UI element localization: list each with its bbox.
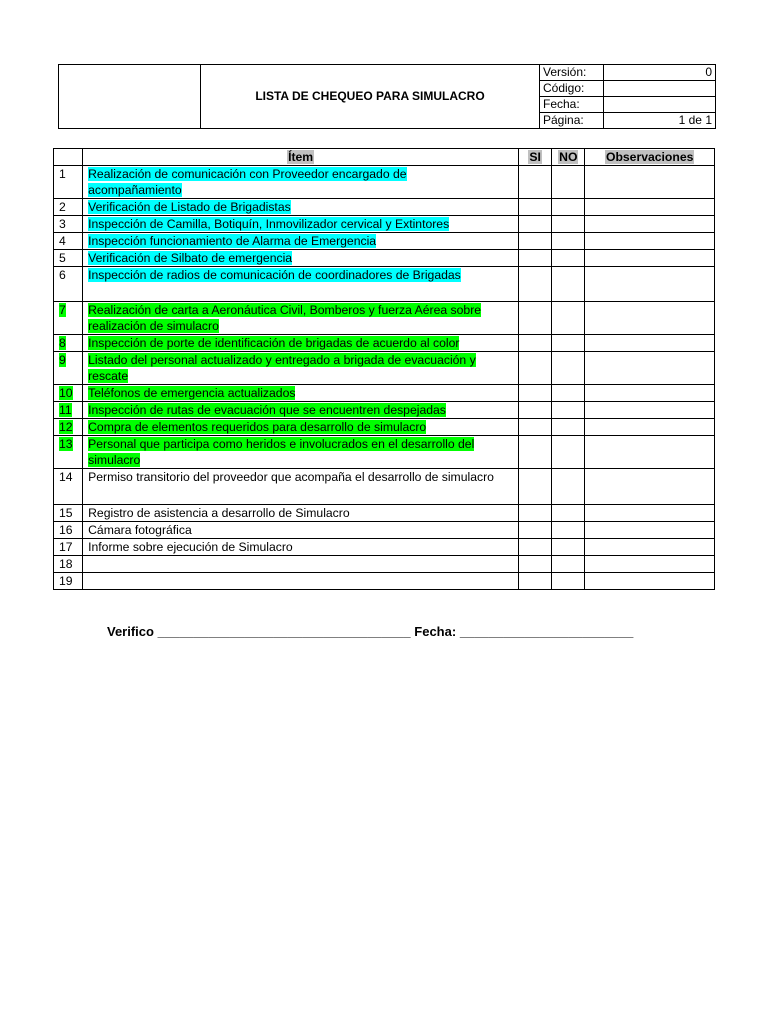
row-item	[83, 385, 519, 402]
si-checkbox-cell[interactable]	[519, 402, 552, 419]
row-number-text: 13	[59, 437, 73, 451]
si-checkbox-cell[interactable]	[519, 505, 552, 522]
row-number	[54, 573, 83, 590]
verified-label: Verifico	[107, 624, 154, 639]
si-checkbox-cell[interactable]	[519, 419, 552, 436]
row-number-text: 17	[59, 540, 73, 554]
column-si-label: SI	[529, 150, 541, 164]
row-item-text: Realización de comunicación con Proveedor encargado de acompañamiento	[88, 167, 407, 197]
row-number	[54, 199, 83, 216]
row-number	[54, 352, 83, 385]
row-item-text: Permiso transitorio del proveedor que acompaña el desarrollo de simulacro	[88, 470, 494, 484]
row-item-text: Listado del personal actualizado y entregado a brigada de evacuación y rescate	[88, 353, 476, 383]
row-number-text: 11	[59, 403, 72, 417]
column-item-header	[83, 149, 519, 166]
document-header	[58, 64, 716, 129]
row-number-text: 2	[59, 200, 66, 214]
si-checkbox-cell[interactable]	[519, 436, 552, 469]
row-item	[83, 469, 519, 505]
observations-cell[interactable]	[585, 469, 715, 505]
row-number-text: 1	[59, 167, 66, 181]
row-number	[54, 419, 83, 436]
row-item	[83, 505, 519, 522]
footer-date-blank: ________________________	[459, 624, 634, 639]
code-label: Código:	[540, 81, 604, 97]
checklist-row	[54, 419, 715, 436]
row-number-text: 8	[59, 336, 66, 350]
si-checkbox-cell[interactable]	[519, 352, 552, 385]
row-number	[54, 402, 83, 419]
checklist-row	[54, 539, 715, 556]
checklist-row	[54, 573, 715, 590]
row-item	[83, 166, 519, 199]
si-checkbox-cell[interactable]	[519, 166, 552, 199]
row-number	[54, 250, 83, 267]
row-item-text: Compra de elementos requeridos para desarrollo de simulacro	[88, 420, 427, 434]
no-checkbox-cell[interactable]	[552, 505, 585, 522]
checklist-row	[54, 199, 715, 216]
si-checkbox-cell[interactable]	[519, 250, 552, 267]
no-checkbox-cell[interactable]	[552, 216, 585, 233]
no-checkbox-cell[interactable]	[552, 166, 585, 199]
row-item	[83, 556, 519, 573]
row-number-text: 6	[59, 268, 66, 282]
row-number-text: 5	[59, 251, 66, 265]
page-value: 1 de 1	[604, 113, 716, 129]
no-checkbox-cell[interactable]	[552, 199, 585, 216]
row-item	[83, 267, 519, 302]
observations-cell[interactable]	[585, 166, 715, 199]
column-no-label: NO	[559, 150, 578, 164]
no-checkbox-cell[interactable]	[552, 402, 585, 419]
row-item	[83, 302, 519, 335]
observations-cell[interactable]	[585, 522, 715, 539]
no-checkbox-cell[interactable]	[552, 419, 585, 436]
row-item-text: Informe sobre ejecución de Simulacro	[88, 540, 293, 554]
checklist-row	[54, 302, 715, 335]
checklist-row	[54, 385, 715, 402]
observations-cell[interactable]	[585, 335, 715, 352]
row-number-text: 12	[59, 420, 73, 434]
row-item	[83, 199, 519, 216]
document-title: LISTA DE CHEQUEO PARA SIMULACRO	[201, 65, 540, 129]
row-number	[54, 469, 83, 505]
observations-cell[interactable]	[585, 556, 715, 573]
row-item	[83, 522, 519, 539]
column-item-label: Ítem	[288, 150, 314, 164]
no-checkbox-cell[interactable]	[552, 233, 585, 250]
row-item	[83, 573, 519, 590]
row-item-text: Cámara fotográfica	[88, 523, 192, 537]
row-number	[54, 216, 83, 233]
row-number	[54, 302, 83, 335]
version-label: Versión:	[540, 65, 604, 81]
column-observations-header	[585, 149, 715, 166]
checklist-row	[54, 469, 715, 505]
checklist-row	[54, 522, 715, 539]
checklist-table	[53, 148, 715, 590]
row-number	[54, 522, 83, 539]
column-no-header	[552, 149, 585, 166]
si-checkbox-cell[interactable]	[519, 335, 552, 352]
observations-cell[interactable]	[585, 539, 715, 556]
checklist-row	[54, 216, 715, 233]
row-number-text: 7	[59, 303, 66, 317]
observations-cell[interactable]	[585, 505, 715, 522]
checklist-header-row	[54, 149, 715, 166]
observations-cell[interactable]	[585, 267, 715, 302]
si-checkbox-cell[interactable]	[519, 233, 552, 250]
row-item	[83, 250, 519, 267]
no-checkbox-cell[interactable]	[552, 522, 585, 539]
no-checkbox-cell[interactable]	[552, 436, 585, 469]
logo-cell	[59, 65, 201, 129]
page-label: Página:	[540, 113, 604, 129]
no-checkbox-cell[interactable]	[552, 302, 585, 335]
date-label: Fecha:	[540, 97, 604, 113]
row-item	[83, 216, 519, 233]
row-number-text: 19	[59, 574, 73, 588]
date-value	[604, 97, 716, 113]
observations-cell[interactable]	[585, 352, 715, 385]
row-number-text: 9	[59, 353, 66, 367]
no-checkbox-cell[interactable]	[552, 469, 585, 505]
row-number	[54, 233, 83, 250]
row-number-text: 14	[59, 470, 73, 484]
observations-cell[interactable]	[585, 436, 715, 469]
row-item-text: Inspección de radios de comunicación de coordinadores de Brigadas	[88, 268, 461, 282]
checklist-row	[54, 267, 715, 302]
row-number-text: 16	[59, 523, 73, 537]
row-number	[54, 539, 83, 556]
checklist-row	[54, 436, 715, 469]
no-checkbox-cell[interactable]	[552, 352, 585, 385]
observations-cell[interactable]	[585, 385, 715, 402]
checklist-row	[54, 166, 715, 199]
si-checkbox-cell[interactable]	[519, 267, 552, 302]
row-number	[54, 505, 83, 522]
row-item-text: Realización de carta a Aeronáutica Civil, Bomberos y fuerza Aérea sobre realización de simulacro	[88, 303, 482, 333]
no-checkbox-cell[interactable]	[552, 539, 585, 556]
no-checkbox-cell[interactable]	[552, 250, 585, 267]
no-checkbox-cell[interactable]	[552, 556, 585, 573]
verified-blank: ___________________________________	[157, 624, 411, 639]
row-item-text: Verificación de Silbato de emergencia	[88, 251, 293, 265]
row-item-text: Inspección de rutas de evacuación que se encuentren despejadas	[88, 403, 446, 417]
row-item	[83, 335, 519, 352]
row-item-text: Registro de asistencia a desarrollo de Simulacro	[88, 506, 350, 520]
row-number	[54, 267, 83, 302]
checklist-row	[54, 556, 715, 573]
row-item	[83, 436, 519, 469]
code-value	[604, 81, 716, 97]
observations-cell[interactable]	[585, 419, 715, 436]
si-checkbox-cell[interactable]	[519, 216, 552, 233]
si-checkbox-cell[interactable]	[519, 302, 552, 335]
row-item-text: Verificación de Listado de Brigadistas	[88, 200, 291, 214]
row-item-text: Inspección de Camilla, Botiquín, Inmovilizador cervical y Extintores	[88, 217, 450, 231]
checklist-row	[54, 335, 715, 352]
si-checkbox-cell[interactable]	[519, 556, 552, 573]
row-item	[83, 539, 519, 556]
si-checkbox-cell[interactable]	[519, 522, 552, 539]
no-checkbox-cell[interactable]	[552, 335, 585, 352]
no-checkbox-cell[interactable]	[552, 385, 585, 402]
row-number-text: 10	[59, 386, 73, 400]
si-checkbox-cell[interactable]	[519, 469, 552, 505]
row-number	[54, 436, 83, 469]
row-number	[54, 335, 83, 352]
checklist-row	[54, 505, 715, 522]
row-item-text: Inspección funcionamiento de Alarma de Emergencia	[88, 234, 377, 248]
no-checkbox-cell[interactable]	[552, 267, 585, 302]
column-si-header	[519, 149, 552, 166]
row-item	[83, 419, 519, 436]
checklist-row	[54, 250, 715, 267]
checklist-row	[54, 402, 715, 419]
row-item	[83, 352, 519, 385]
row-number-text: 4	[59, 234, 66, 248]
si-checkbox-cell[interactable]	[519, 539, 552, 556]
checklist-row	[54, 233, 715, 250]
observations-cell[interactable]	[585, 216, 715, 233]
row-item	[83, 402, 519, 419]
row-number-text: 15	[59, 506, 73, 520]
row-number-text: 18	[59, 557, 73, 571]
observations-cell[interactable]	[585, 402, 715, 419]
si-checkbox-cell[interactable]	[519, 385, 552, 402]
row-item-text: Teléfonos de emergencia actualizados	[88, 386, 296, 400]
observations-cell[interactable]	[585, 302, 715, 335]
column-number-header	[54, 149, 83, 166]
observations-cell[interactable]	[585, 573, 715, 590]
row-number	[54, 556, 83, 573]
observations-cell[interactable]	[585, 250, 715, 267]
footer-date-label: Fecha:	[414, 624, 457, 639]
si-checkbox-cell[interactable]	[519, 199, 552, 216]
checklist-row	[54, 352, 715, 385]
column-observations-label: Observaciones	[605, 150, 694, 164]
row-number	[54, 385, 83, 402]
row-item-text: Personal que participa como heridos e involucrados en el desarrollo del simulacro	[88, 437, 475, 467]
row-number	[54, 166, 83, 199]
no-checkbox-cell[interactable]	[552, 573, 585, 590]
row-item	[83, 233, 519, 250]
observations-cell[interactable]	[585, 199, 715, 216]
signature-line	[107, 624, 633, 639]
version-value: 0	[604, 65, 716, 81]
row-number-text: 3	[59, 217, 66, 231]
si-checkbox-cell[interactable]	[519, 573, 552, 590]
row-item-text: Inspección de porte de identificación de brigadas de acuerdo al color	[88, 336, 460, 350]
observations-cell[interactable]	[585, 233, 715, 250]
